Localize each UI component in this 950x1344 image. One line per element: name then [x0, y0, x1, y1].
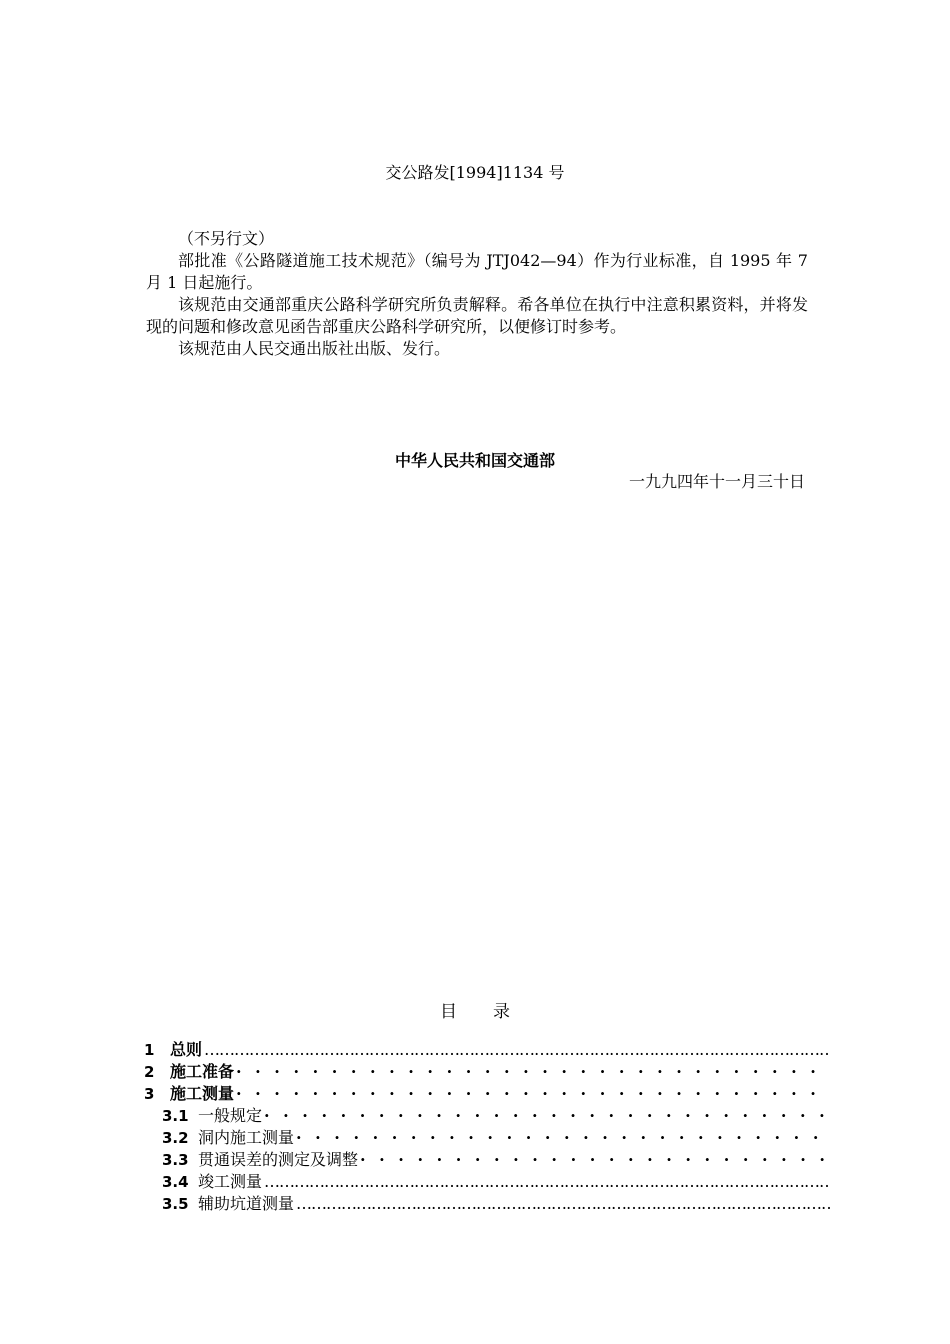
table-of-contents: [144, 1039, 830, 1215]
toc-entry-label: 一般规定: [198, 1106, 263, 1125]
toc-entry-number: 3.1: [162, 1107, 189, 1125]
toc-entry-label: 施工准备: [170, 1062, 235, 1081]
issue-date: 一九九四年十一月三十日: [628, 472, 805, 491]
toc-dot-leader: [296, 1127, 830, 1149]
toc-entry[interactable]: [144, 1171, 830, 1193]
toc-dot-leader: [264, 1105, 830, 1127]
toc-entry-label: 洞内施工测量: [198, 1128, 295, 1147]
toc-entry-number: 2: [144, 1063, 155, 1081]
toc-title: 目录: [440, 1002, 546, 1022]
toc-entry[interactable]: [144, 1105, 830, 1127]
toc-entry-label: 总则: [170, 1040, 203, 1059]
toc-entry-number: 3.5: [162, 1195, 189, 1213]
toc-entry[interactable]: [144, 1193, 830, 1215]
toc-entry-number: 3.4: [162, 1173, 189, 1191]
toc-entry-label: 竣工测量: [198, 1172, 263, 1191]
toc-entry-label: 贯通误差的测定及调整: [198, 1150, 359, 1169]
toc-entry-number: 1: [144, 1041, 155, 1059]
toc-entry[interactable]: [144, 1149, 830, 1171]
toc-dot-leader: [264, 1171, 830, 1193]
toc-dot-leader: [236, 1061, 830, 1083]
toc-dot-leader: [296, 1193, 830, 1215]
notice-paragraph: 部批准《公路隧道施工技术规范》（编号为 JTJ042—94）作为行业标准，自 1995 年 7 月 1 日起施行。: [146, 251, 808, 292]
toc-entry[interactable]: [144, 1039, 830, 1061]
notice-paragraph: 该规范由交通部重庆公路科学研究所负责解释。希各单位在执行中注意积累资料，并将发现的问题和修改意见函告部重庆公路科学研究所，以便修订时参考。: [146, 295, 808, 336]
toc-entry[interactable]: [144, 1083, 830, 1105]
toc-entry-number: 3: [144, 1085, 155, 1103]
toc-entry-number: 3.3: [162, 1151, 189, 1169]
toc-entry[interactable]: [144, 1127, 830, 1149]
toc-entry[interactable]: [144, 1061, 830, 1083]
issuing-authority: 中华人民共和国交通部: [394, 451, 555, 470]
toc-dot-leader: [360, 1149, 830, 1171]
toc-dot-leader: [236, 1083, 830, 1105]
toc-dot-leader: [204, 1039, 830, 1061]
document-number: 交公路发[1994]1134 号: [385, 163, 565, 182]
notice-paragraph: 该规范由人民交通出版社出版、发行。: [178, 339, 451, 358]
toc-entry-number: 3.2: [162, 1129, 189, 1147]
notice-paragraph: （不另行文）: [178, 229, 275, 248]
notice-body: [146, 228, 808, 360]
toc-entry-label: 辅助坑道测量: [198, 1194, 295, 1213]
toc-entry-label: 施工测量: [170, 1084, 235, 1103]
